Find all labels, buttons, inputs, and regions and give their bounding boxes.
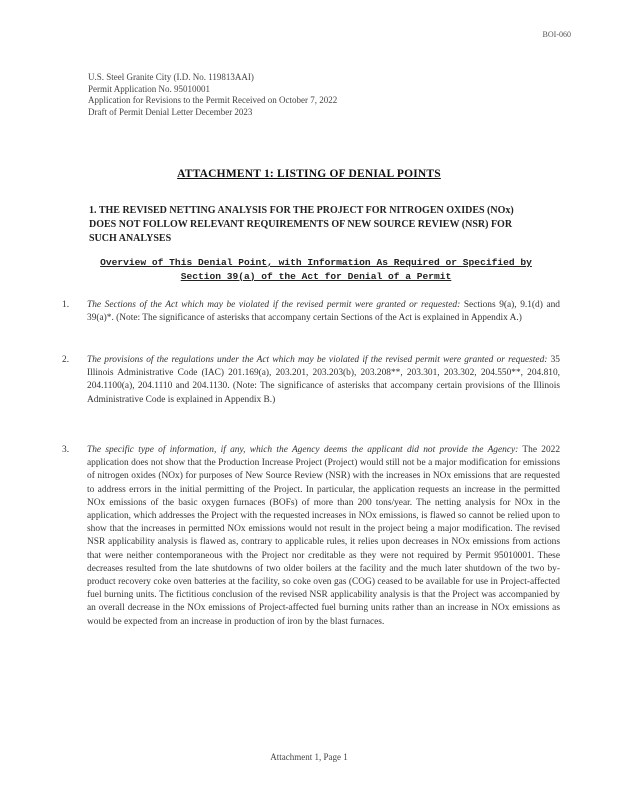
list-item [62,444,560,629]
item-body: The 2022 application does not show that the Production Increase Project (Project) would still not be a major modification for emissions of nitrogen oxides (NOx) for purposes of New Source Review (NSR) with the increases in NOx emissions that are requested to address errors in the initial permitting of the Project. In particular, the application requests an increase in the permitted NOx emissions of the basic oxygen furnaces (BOFs) of more than 200 tons/year. The netting analysis for NOx in the application, which addresses the Project with the requested increases in NOx emissions, is flawed so cannot be relied upon to show that the increases in permitted NOx emissions would not result in the project being a major modification. The revised NSR applicability analysis is flawed as, contrary to applicable rules, it relies upon decreases in NOx emissions from actions that were neither contemporaneous with the Project nor creditable as they were not required by Permit 95010001. These decreases resulted from the late shutdowns of two older boilers at the facility and the much later shutdown of the two by-product recovery coke oven batteries at the facility, so coke oven gas (COG) ceased to be available for use in Project-affected fuel burning units. The fictitious conclusion of the revised NSR applicability analysis is that the Project was accompanied by an overall decrease in the NOx emissions of Project-affected fuel burning units rather than an increase in NOx emissions as would be expected from an increase in production of iron by the blast furnaces. [87,445,561,627]
item-body: 35 Illinois Administrative Code (IAC) 201.169(a), 203.201, 203.203(b), 203.208**, 203.301, 203.302, 204.550**, 204.810, 204.1100(a), 204.1110 and 204.1130. (Note: The significance of asterisks that accompany certain provisions of the Illinois Administrative Code is explained in Appendix B.) [87,355,560,405]
item-text [87,354,560,407]
list-item [62,354,560,407]
item-text [87,299,560,325]
item-number: 2. [62,355,70,365]
item-lead: The specific type of information, if any, which the Agency deems the applicant did not provide the Agency: [87,445,519,455]
overview-heading: Overview of This Denial Point, with Information As Required or Specified by Section 39(a) of the Act for Denial of a Permit [100,257,532,282]
header-line-facility: U.S. Steel Granite City (I.D. No. 119813AAI) [88,72,254,82]
item-lead: The provisions of the regulations under the Act which may be violated if the revised permit were granted or requested: [87,355,548,365]
item-lead: The Sections of the Act which may be violated if the revised permit were granted or requested: [87,300,461,310]
item-body: Sections 9(a), 9.1(d) and 39(a)*. (Note: The significance of asterisks that accompany certain Sections of the Act is explained in Appendix A.) [87,300,560,324]
header-line-permit: Permit Application No. 95010001 [88,83,210,94]
document-id: BOI-060 [542,30,571,39]
item-number: 3. [62,445,70,455]
document-header [88,72,558,118]
header-line-application: Application for Revisions to the Permit Received on October 7, 2022 [88,95,338,105]
page-footer: Attachment 1, Page 1 [270,752,348,762]
page-title: ATTACHMENT 1: LISTING OF DENIAL POINTS [177,168,441,180]
list-item [62,299,560,325]
header-line-draft: Draft of Permit Denial Letter December 2023 [88,106,253,117]
section-heading: 1. THE REVISED NETTING ANALYSIS FOR THE PROJECT FOR NITROGEN OXIDES (NOx) DOES NOT FOLLOW RELEVANT REQUIREMENTS OF NEW SOURCE REVIEW (NSR) FOR SUCH ANALYSES [89,205,514,244]
item-number: 1. [62,300,70,310]
item-text [87,444,560,629]
